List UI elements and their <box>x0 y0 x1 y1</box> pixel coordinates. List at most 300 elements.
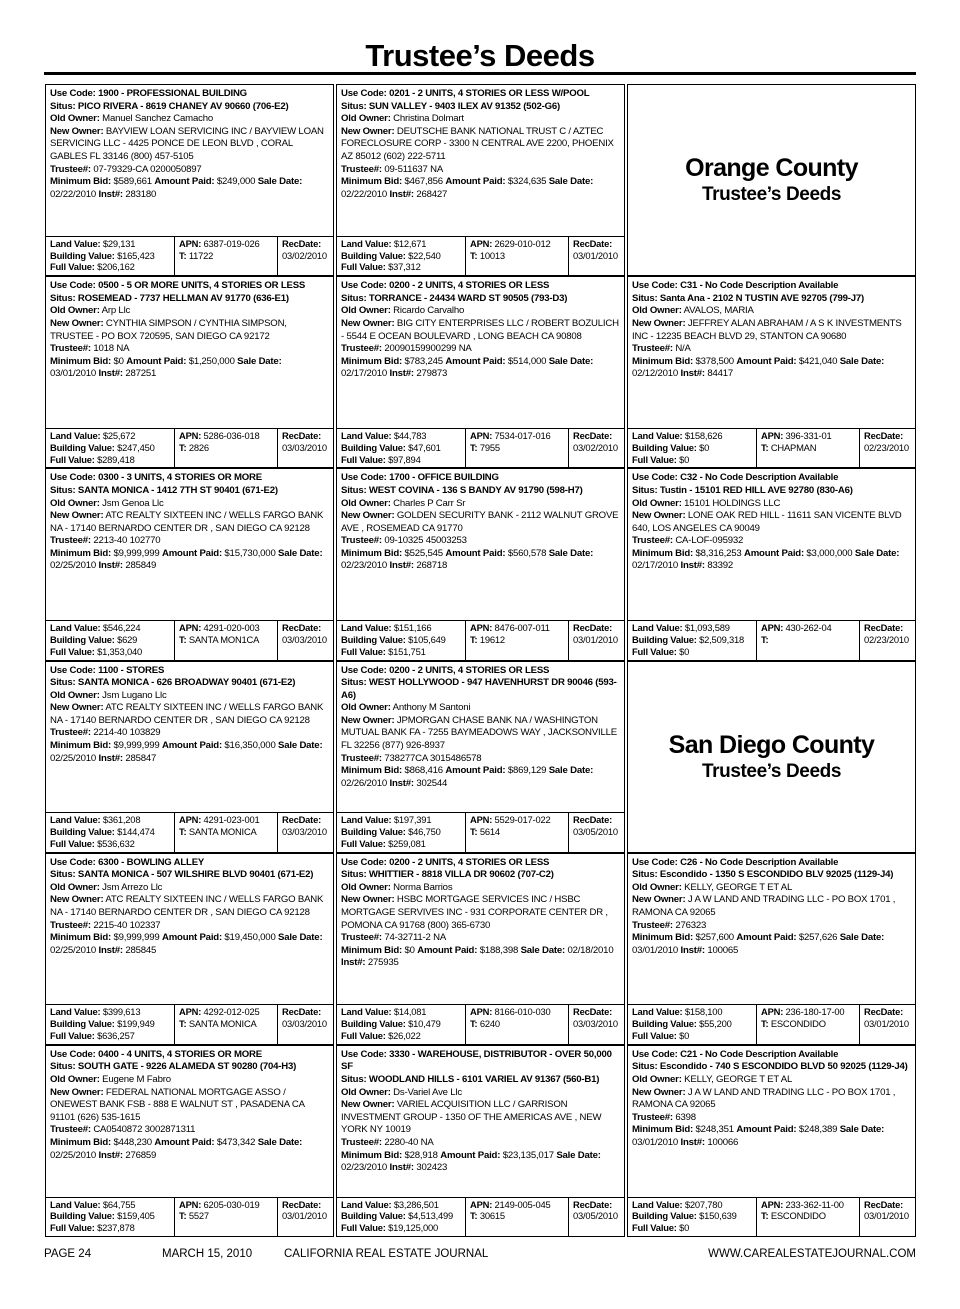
apn-label: APN: <box>470 1006 493 1018</box>
use-code-label: Use Code: <box>632 472 678 484</box>
situs-value: SANTA MONICA - 1412 7TH ST 90401 (671-E2) <box>77 484 278 496</box>
building-value-value: $144,474 <box>117 826 155 838</box>
old-owner-value: AVALOS, MARIA <box>683 305 754 317</box>
new-owner-line <box>341 510 620 535</box>
situs-value: WHITTIER - 8818 VILLA DR 90602 (707-C2) <box>368 869 554 881</box>
new-owner-line <box>50 126 329 164</box>
building-value-value: $10,479 <box>408 1018 441 1030</box>
use-code-line <box>341 280 620 293</box>
new-owner-line <box>341 894 620 932</box>
use-code-line <box>341 1049 620 1074</box>
value-column <box>46 1198 174 1236</box>
inst-number-value: 83392 <box>707 560 734 572</box>
land-value-label: Land Value: <box>50 1006 101 1018</box>
minimum-bid-value: $8,316,253 <box>695 547 742 559</box>
situs-label: Situs: <box>341 100 367 112</box>
deed-values <box>337 1004 624 1043</box>
recdate-value: 03/03/2010 <box>282 826 327 838</box>
deed-values <box>628 1004 915 1043</box>
value-column <box>46 237 174 275</box>
tract-label: T: <box>179 441 187 453</box>
deed-values <box>337 812 624 851</box>
old-owner-label: Old Owner: <box>341 1086 391 1098</box>
value-column <box>46 429 174 467</box>
deed-details <box>337 277 624 428</box>
recdate-label: RecDate: <box>864 1006 904 1018</box>
building-value-value: $247,450 <box>117 441 155 453</box>
apn-value: 5286-036-018 <box>203 429 260 441</box>
deed-values <box>46 236 333 275</box>
situs-label: Situs: <box>632 1061 658 1073</box>
page-footer <box>44 1248 916 1260</box>
listing-cell <box>45 661 334 853</box>
full-value-label: Full Value: <box>632 453 677 465</box>
apn-value: 2629-010-012 <box>494 237 551 249</box>
county-name: San Diego County <box>668 730 875 759</box>
land-value-label: Land Value: <box>50 429 101 441</box>
situs-line <box>50 677 329 690</box>
apn-label: APN: <box>761 1006 784 1018</box>
new-owner-value: FEDERAL NATIONAL MORTGAGE ASSO / ONEWEST BANK FSB - 888 E WALNUT ST , PASADENA CA 91101 (626) 535-1615 <box>50 1086 305 1123</box>
trustee-line <box>50 164 329 177</box>
new-owner-label: New Owner: <box>50 317 104 329</box>
sale-date-value: 03/01/2010 <box>50 368 97 380</box>
value-column <box>628 1005 756 1043</box>
amount-paid-label: Amount Paid: <box>736 932 797 944</box>
deed-record <box>628 277 915 467</box>
sale-date-value: 02/22/2010 <box>50 188 97 200</box>
building-value-label: Building Value: <box>341 633 406 645</box>
use-code-line <box>50 280 329 293</box>
trustee-line <box>50 1124 329 1137</box>
use-code-line <box>50 857 329 870</box>
new-owner-label: New Owner: <box>50 894 104 906</box>
recdate-label: RecDate: <box>573 237 613 249</box>
situs-value: WEST HOLLYWOOD - 947 HAVENHURST DR 90046 (593-A6) <box>341 677 617 701</box>
trustee-label: Trustee#: <box>341 1136 382 1148</box>
deed-record <box>337 1046 624 1236</box>
trustee-label: Trustee#: <box>341 932 382 944</box>
inst-number-value: 276859 <box>125 1149 157 1161</box>
minimum-bid-value: $257,600 <box>695 932 734 944</box>
journal-url: WWW.CAREALESTATEJOURNAL.COM <box>708 1248 916 1260</box>
use-code-line <box>50 665 329 678</box>
recdate-column <box>277 1005 333 1043</box>
land-value-value: $12,671 <box>393 237 427 249</box>
new-owner-line <box>50 702 329 727</box>
inst-number-label: Inst#: <box>389 1162 414 1174</box>
tract-label: T: <box>470 441 478 453</box>
apn-column <box>756 621 859 659</box>
inst-number-label: Inst#: <box>389 368 414 380</box>
minimum-bid-value: $248,351 <box>695 1124 734 1136</box>
use-code-label: Use Code: <box>341 856 387 868</box>
deed-record <box>46 277 333 467</box>
building-value-value: $159,405 <box>117 1210 155 1222</box>
trustee-line <box>50 727 329 740</box>
listing-cell <box>336 853 625 1045</box>
tract-label: T: <box>179 633 187 645</box>
old-owner-value: KELLY, GEORGE T ET AL <box>684 881 793 893</box>
minimum-bid-value: $589,661 <box>113 176 152 188</box>
minimum-bid-label: Minimum Bid: <box>50 355 112 367</box>
recdate-label: RecDate: <box>282 429 322 441</box>
trustee-line <box>632 343 911 356</box>
building-value-label: Building Value: <box>50 826 115 838</box>
inst-number-label: Inst#: <box>98 560 123 572</box>
use-code-label: Use Code: <box>50 280 96 292</box>
minimum-bid-value: $868,416 <box>404 765 443 777</box>
recdate-value: 03/02/2010 <box>282 249 327 261</box>
inst-number-label: Inst#: <box>680 944 705 956</box>
inst-number-label: Inst#: <box>389 560 414 572</box>
trustee-value: 6398 <box>675 1111 696 1123</box>
trustee-label: Trustee#: <box>50 1124 91 1136</box>
new-owner-label: New Owner: <box>341 510 395 522</box>
trustee-value: 09-10325 45003253 <box>384 535 467 547</box>
minimum-bid-label: Minimum Bid: <box>632 547 694 559</box>
building-value-label: Building Value: <box>50 633 115 645</box>
land-value-value: $3,286,501 <box>393 1198 439 1210</box>
amount-paid-label: Amount Paid: <box>161 547 222 559</box>
listing-cell <box>336 661 625 853</box>
recdate-column <box>277 813 333 851</box>
deed-record <box>337 277 624 467</box>
sale-date-value: 02/25/2010 <box>50 944 97 956</box>
bid-line <box>341 1150 620 1175</box>
new-owner-label: New Owner: <box>341 125 395 137</box>
land-value-label: Land Value: <box>341 1198 392 1210</box>
situs-line <box>50 485 329 498</box>
inst-number-value: 275935 <box>367 957 399 969</box>
apn-label: APN: <box>470 1198 493 1210</box>
value-column <box>628 621 756 659</box>
situs-value: Escondido - 740 S ESCONDIDO BLVD 50 92025 (1129-J4) <box>659 1061 908 1073</box>
land-value-value: $158,626 <box>684 429 723 441</box>
sale-date-label: Sale Date: <box>278 740 323 752</box>
old-owner-line <box>341 702 620 715</box>
apn-value: 6387-019-026 <box>203 237 260 249</box>
tract-value: 5527 <box>188 1210 209 1222</box>
bid-line <box>341 548 620 573</box>
amount-paid-value: $248,389 <box>798 1124 838 1136</box>
use-code-line <box>341 88 620 101</box>
recdate-column <box>568 813 624 851</box>
amount-paid-value: $188,398 <box>479 944 519 956</box>
situs-label: Situs: <box>341 869 367 881</box>
apn-label: APN: <box>179 622 202 634</box>
trustee-label: Trustee#: <box>50 535 91 547</box>
value-column <box>337 813 465 851</box>
full-value-value: $536,632 <box>97 837 135 849</box>
old-owner-line <box>341 498 620 511</box>
old-owner-value: Arp Llc <box>101 305 131 317</box>
full-value-value: $237,878 <box>97 1222 135 1234</box>
apn-value: 236-180-17-00 <box>785 1006 845 1018</box>
old-owner-line <box>50 1074 329 1087</box>
old-owner-label: Old Owner: <box>341 497 391 509</box>
full-value-label: Full Value: <box>50 1222 95 1234</box>
land-value-label: Land Value: <box>50 1198 101 1210</box>
trustee-value: 2213-40 102770 <box>93 535 161 547</box>
land-value-value: $64,755 <box>102 1198 136 1210</box>
value-column <box>337 237 465 275</box>
situs-label: Situs: <box>632 484 658 496</box>
inst-number-value: 268718 <box>416 560 448 572</box>
building-value-label: Building Value: <box>50 1210 115 1222</box>
deed-values <box>337 236 624 275</box>
recdate-column <box>277 237 333 275</box>
listing-cell <box>45 84 334 276</box>
deed-details <box>337 85 624 236</box>
tract-label: T: <box>761 1018 769 1030</box>
new-owner-line <box>341 126 620 164</box>
situs-value: TORRANCE - 24434 WARD ST 90505 (793-D3) <box>368 292 568 304</box>
deed-values <box>46 812 333 851</box>
amount-paid-value: $19,450,000 <box>224 932 276 944</box>
page-number: PAGE 24 <box>44 1248 92 1260</box>
building-value-value: $629 <box>117 633 138 645</box>
sale-date-label: Sale Date: <box>520 944 565 956</box>
new-owner-value: GOLDEN SECURITY BANK - 2112 WALNUT GROVE AVE , ROSEMEAD CA 91770 <box>341 510 619 534</box>
use-code-value: 0500 - 5 OR MORE UNITS, 4 STORIES OR LESS <box>98 280 306 292</box>
full-value-label: Full Value: <box>50 837 95 849</box>
recdate-label: RecDate: <box>864 1198 904 1210</box>
recdate-value: 03/03/2010 <box>282 633 327 645</box>
apn-value: 8476-007-011 <box>494 622 550 634</box>
recdate-column <box>277 621 333 659</box>
old-owner-value: Jsm Arrezo Llc <box>102 881 163 893</box>
apn-column <box>174 813 277 851</box>
land-value-label: Land Value: <box>341 1006 392 1018</box>
situs-value: Santa Ana - 2102 N TUSTIN AVE 92705 (799-J7) <box>659 292 865 304</box>
tract-label: T: <box>179 826 187 838</box>
use-code-label: Use Code: <box>50 472 96 484</box>
new-owner-value: ATC REALTY SIXTEEN INC / WELLS FARGO BANK NA - 17140 BERNARDO CENTER DR , SAN DIEGO CA 92128 <box>50 894 324 919</box>
value-column <box>337 1005 465 1043</box>
apn-column <box>465 813 568 851</box>
value-column <box>46 621 174 659</box>
old-owner-label: Old Owner: <box>632 881 682 893</box>
minimum-bid-label: Minimum Bid: <box>341 944 403 956</box>
inst-number-label: Inst#: <box>98 944 123 956</box>
building-value-label: Building Value: <box>632 1210 697 1222</box>
situs-line <box>632 293 911 306</box>
old-owner-value: Eugene M Fabro <box>102 1074 171 1086</box>
situs-line <box>341 485 620 498</box>
recdate-value: 03/01/2010 <box>573 249 618 261</box>
full-value-value: $151,751 <box>388 645 426 657</box>
minimum-bid-value: $0 <box>113 355 124 367</box>
full-value-value: $289,418 <box>97 453 135 465</box>
land-value-label: Land Value: <box>632 622 683 634</box>
new-owner-label: New Owner: <box>341 714 395 726</box>
minimum-bid-label: Minimum Bid: <box>50 1136 112 1148</box>
recdate-column <box>859 1198 915 1236</box>
recdate-label: RecDate: <box>573 1006 613 1018</box>
inst-number-label: Inst#: <box>389 777 414 789</box>
amount-paid-label: Amount Paid: <box>743 547 804 559</box>
use-code-line <box>341 665 620 678</box>
tract-value: SANTA MONICA <box>188 826 257 838</box>
tract-label: T: <box>761 1210 769 1222</box>
bid-line <box>632 932 911 957</box>
tract-value: SANTA MON1CA <box>188 633 260 645</box>
situs-line <box>341 677 620 702</box>
recdate-label: RecDate: <box>282 1006 322 1018</box>
minimum-bid-label: Minimum Bid: <box>341 1149 403 1161</box>
building-value-value: $46,750 <box>408 826 441 838</box>
inst-number-label: Inst#: <box>389 188 414 200</box>
recdate-label: RecDate: <box>573 622 613 634</box>
trustee-line <box>50 343 329 356</box>
use-code-value: C26 - No Code Description Available <box>680 856 839 868</box>
new-owner-label: New Owner: <box>632 510 686 522</box>
inst-number-value: 279873 <box>416 368 448 380</box>
situs-label: Situs: <box>632 869 658 881</box>
trustee-line <box>632 1112 911 1125</box>
recdate-column <box>859 1005 915 1043</box>
full-value-value: $0 <box>679 1222 690 1234</box>
recdate-column <box>859 621 915 659</box>
new-owner-value: BAYVIEW LOAN SERVICING INC / BAYVIEW LOAN SERVICING LLC - 4425 PONCE DE LEON BLVD , CORAL GABLES FL 33146 (800) 457-5105 <box>50 125 324 162</box>
use-code-line <box>50 88 329 101</box>
new-owner-line <box>632 894 911 919</box>
recdate-label: RecDate: <box>282 237 322 249</box>
sale-date-value: 02/22/2010 <box>341 188 388 200</box>
use-code-value: C32 - No Code Description Available <box>680 472 839 484</box>
building-value-value: $47,601 <box>408 441 441 453</box>
situs-label: Situs: <box>50 1061 76 1073</box>
building-value-label: Building Value: <box>50 441 115 453</box>
use-code-label: Use Code: <box>341 664 387 676</box>
situs-line <box>632 869 911 882</box>
old-owner-value: Manuel Sanchez Camacho <box>102 113 213 125</box>
amount-paid-value: $514,000 <box>507 355 547 367</box>
recdate-column <box>568 1005 624 1043</box>
building-value-value: $4,513,499 <box>408 1210 454 1222</box>
trustee-label: Trustee#: <box>632 1111 673 1123</box>
tract-value: 30615 <box>479 1210 505 1222</box>
sale-date-value: 02/26/2010 <box>341 777 388 789</box>
situs-line <box>50 1061 329 1074</box>
value-column <box>628 429 756 467</box>
land-value-label: Land Value: <box>341 237 392 249</box>
situs-value: ROSEMEAD - 7737 HELLMAN AV 91770 (636-E1) <box>77 292 289 304</box>
apn-column <box>756 1198 859 1236</box>
apn-value: 233-362-11-00 <box>785 1198 844 1210</box>
old-owner-line <box>632 498 911 511</box>
deed-details <box>628 469 915 620</box>
sale-date-label: Sale Date: <box>278 547 323 559</box>
amount-paid-label: Amount Paid: <box>154 1136 215 1148</box>
sale-date-value: 02/18/2010 <box>567 944 614 956</box>
building-value-label: Building Value: <box>341 1210 406 1222</box>
situs-line <box>632 1061 911 1074</box>
situs-line <box>341 293 620 306</box>
use-code-line <box>632 280 911 293</box>
use-code-label: Use Code: <box>632 280 678 292</box>
minimum-bid-value: $525,545 <box>404 547 443 559</box>
deed-details <box>46 85 333 236</box>
tract-value: SANTA MONICA <box>188 1018 257 1030</box>
old-owner-label: Old Owner: <box>632 1074 682 1086</box>
recdate-value: 03/02/2010 <box>573 441 618 453</box>
old-owner-line <box>50 690 329 703</box>
old-owner-label: Old Owner: <box>50 497 100 509</box>
old-owner-label: Old Owner: <box>341 881 391 893</box>
apn-column <box>756 1005 859 1043</box>
recdate-value: 03/01/2010 <box>864 1210 909 1222</box>
tract-label: T: <box>470 826 478 838</box>
situs-value: PICO RIVERA - 8619 CHANEY AV 90660 (706-E2) <box>77 100 289 112</box>
value-column <box>337 621 465 659</box>
recdate-value: 03/05/2010 <box>573 1210 618 1222</box>
inst-number-label: Inst#: <box>98 1149 123 1161</box>
minimum-bid-label: Minimum Bid: <box>632 932 694 944</box>
situs-label: Situs: <box>50 869 76 881</box>
amount-paid-value: $869,129 <box>507 765 547 777</box>
situs-value: WOODLAND HILLS - 6101 VARIEL AV 91367 (560-B1) <box>368 1074 600 1086</box>
trustee-label: Trustee#: <box>50 163 91 175</box>
inst-number-label: Inst#: <box>680 1136 705 1148</box>
county-subtitle: Trustee’s Deeds <box>701 184 842 206</box>
trustee-label: Trustee#: <box>632 919 673 931</box>
sale-date-value: 03/01/2010 <box>632 1136 679 1148</box>
trustee-label: Trustee#: <box>341 535 382 547</box>
deed-record <box>46 854 333 1044</box>
tract-value: 11722 <box>188 249 214 261</box>
listing-cell <box>627 1045 916 1237</box>
old-owner-value: Ds-Variel Ave Llc <box>393 1086 462 1098</box>
full-value-value: $37,312 <box>388 261 421 273</box>
deed-values <box>46 428 333 467</box>
trustee-line <box>341 753 620 766</box>
sale-date-label: Sale Date: <box>839 1124 885 1136</box>
bid-line <box>50 932 329 957</box>
recdate-label: RecDate: <box>282 622 322 634</box>
amount-paid-value: $15,730,000 <box>224 547 276 559</box>
situs-line <box>632 485 911 498</box>
old-owner-line <box>341 305 620 318</box>
listing-cell <box>336 276 625 468</box>
bid-line <box>632 548 911 573</box>
tract-value: 5614 <box>479 826 500 838</box>
building-value-label: Building Value: <box>341 1018 406 1030</box>
apn-column <box>174 1198 277 1236</box>
minimum-bid-value: $783,245 <box>404 355 443 367</box>
new-owner-value: JEFFREY ALAN ABRAHAM / A S K INVESTMENTS INC - 12235 BEACH BLVD 29, STANTON CA 90680 <box>632 317 902 342</box>
listing-cell <box>45 853 334 1045</box>
new-owner-value: JPMORGAN CHASE BANK NA / WASHINGTON MUTUAL BANK FA - 7255 BAYMEADOWS WAY , JACKSONVILLE FL 32256 (877) 926-8937 <box>341 714 617 752</box>
trustee-label: Trustee#: <box>50 727 91 739</box>
old-owner-line <box>341 882 620 895</box>
new-owner-line <box>50 1087 329 1125</box>
minimum-bid-label: Minimum Bid: <box>341 176 403 188</box>
trustee-label: Trustee#: <box>341 752 382 764</box>
situs-label: Situs: <box>341 677 367 689</box>
sale-date-label: Sale Date: <box>548 355 594 367</box>
inst-number-value: 84417 <box>707 368 734 380</box>
listing-cell <box>45 1045 334 1237</box>
deed-record <box>337 469 624 659</box>
old-owner-value: Norma Barrios <box>393 881 453 893</box>
sale-date-label: Sale Date: <box>839 932 885 944</box>
apn-label: APN: <box>470 622 493 634</box>
use-code-value: 0201 - 2 UNITS, 4 STORIES OR LESS W/POOL <box>389 88 590 99</box>
apn-column <box>756 429 859 467</box>
amount-paid-label: Amount Paid: <box>736 355 797 367</box>
